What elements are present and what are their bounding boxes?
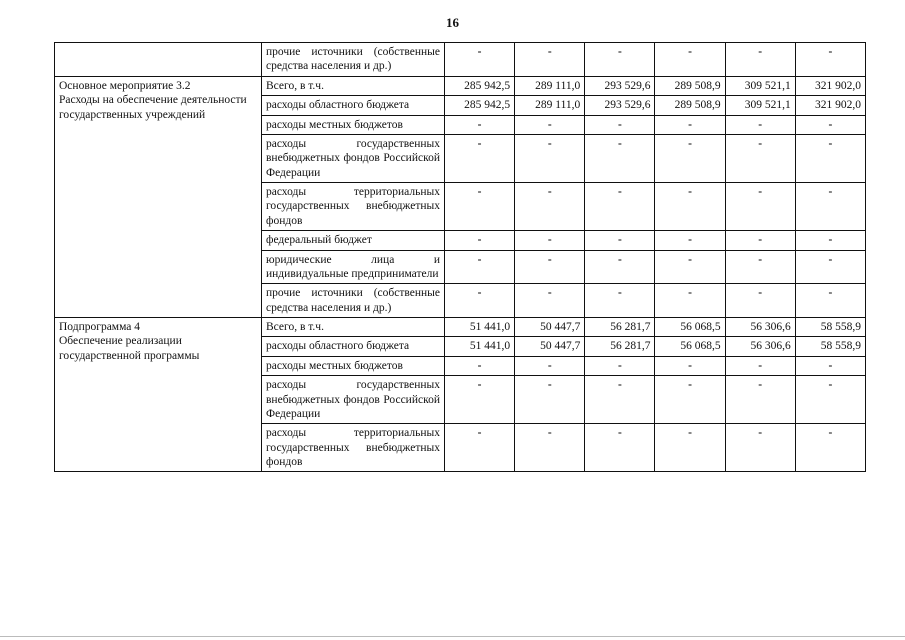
- event-title-cell: [55, 76, 262, 317]
- value-cell: 309 521,1: [725, 76, 795, 95]
- value-cell: -: [655, 424, 725, 472]
- value-cell: -: [445, 356, 515, 375]
- value-cell: 289 111,0: [515, 96, 585, 115]
- value-cell: -: [795, 424, 865, 472]
- table-row: [55, 43, 866, 77]
- value-cell: 289 508,9: [655, 76, 725, 95]
- value-cell: -: [585, 43, 655, 77]
- table-row: [55, 318, 866, 337]
- value-cell: -: [585, 424, 655, 472]
- budget-table-body: [55, 43, 866, 472]
- value-cell: 56 306,6: [725, 337, 795, 356]
- budget-table: [54, 42, 866, 472]
- value-cell: 309 521,1: [725, 96, 795, 115]
- value-cell: -: [795, 115, 865, 134]
- value-cell: -: [795, 183, 865, 231]
- value-cell: 321 902,0: [795, 76, 865, 95]
- table-row: [55, 76, 866, 95]
- value-cell: -: [725, 134, 795, 182]
- value-cell: -: [515, 376, 585, 424]
- value-cell: -: [445, 43, 515, 77]
- value-cell: -: [585, 183, 655, 231]
- funding-source-cell: расходы областного бюджета: [262, 96, 445, 115]
- value-cell: -: [655, 43, 725, 77]
- value-cell: -: [655, 115, 725, 134]
- funding-source-cell: расходы территориальных государственных внебюджетных фондов: [262, 183, 445, 231]
- value-cell: 51 441,0: [445, 337, 515, 356]
- value-cell: -: [585, 115, 655, 134]
- funding-source-cell: прочие источники (собственные средства населения и др.): [262, 284, 445, 318]
- value-cell: 50 447,7: [515, 337, 585, 356]
- event-title: Основное мероприятие 3.2 Расходы на обеспечение деятельности государственных учреждений: [59, 79, 247, 121]
- funding-source-cell: федеральный бюджет: [262, 231, 445, 250]
- value-cell: 56 281,7: [585, 318, 655, 337]
- value-cell: -: [655, 250, 725, 284]
- value-cell: -: [655, 134, 725, 182]
- value-cell: -: [795, 43, 865, 77]
- value-cell: 321 902,0: [795, 96, 865, 115]
- funding-source-cell: Всего, в т.ч.: [262, 318, 445, 337]
- value-cell: -: [445, 250, 515, 284]
- value-cell: -: [795, 250, 865, 284]
- event-title: Подпрограмма 4 Обеспечение реализации государственной программы: [59, 321, 200, 362]
- value-cell: -: [515, 356, 585, 375]
- value-cell: 51 441,0: [445, 318, 515, 337]
- funding-source-cell: Всего, в т.ч.: [262, 76, 445, 95]
- value-cell: -: [725, 231, 795, 250]
- value-cell: -: [515, 134, 585, 182]
- event-title-cell: [55, 43, 262, 77]
- value-cell: -: [795, 134, 865, 182]
- value-cell: -: [585, 134, 655, 182]
- value-cell: -: [585, 284, 655, 318]
- value-cell: -: [515, 183, 585, 231]
- value-cell: -: [585, 250, 655, 284]
- value-cell: -: [655, 376, 725, 424]
- value-cell: -: [795, 356, 865, 375]
- value-cell: -: [515, 424, 585, 472]
- value-cell: -: [795, 284, 865, 318]
- value-cell: -: [655, 231, 725, 250]
- value-cell: -: [795, 231, 865, 250]
- funding-source-cell: прочие источники (собственные средства населения и др.): [262, 43, 445, 77]
- value-cell: -: [725, 250, 795, 284]
- value-cell: -: [725, 424, 795, 472]
- value-cell: -: [655, 284, 725, 318]
- page-number: 16: [446, 15, 459, 30]
- value-cell: -: [445, 134, 515, 182]
- value-cell: 58 558,9: [795, 337, 865, 356]
- value-cell: -: [655, 356, 725, 375]
- value-cell: 289 111,0: [515, 76, 585, 95]
- value-cell: 58 558,9: [795, 318, 865, 337]
- funding-source-cell: расходы местных бюджетов: [262, 356, 445, 375]
- value-cell: 285 942,5: [445, 96, 515, 115]
- value-cell: -: [655, 183, 725, 231]
- value-cell: -: [725, 43, 795, 77]
- event-title-cell: [55, 318, 262, 472]
- value-cell: -: [515, 284, 585, 318]
- value-cell: -: [725, 284, 795, 318]
- value-cell: 50 447,7: [515, 318, 585, 337]
- value-cell: 293 529,6: [585, 76, 655, 95]
- value-cell: -: [795, 376, 865, 424]
- value-cell: -: [725, 183, 795, 231]
- value-cell: -: [515, 43, 585, 77]
- value-cell: -: [725, 376, 795, 424]
- value-cell: 56 068,5: [655, 318, 725, 337]
- value-cell: -: [585, 231, 655, 250]
- funding-source-cell: юридические лица и индивидуальные предприниматели: [262, 250, 445, 284]
- page-bottom-edge: [0, 636, 905, 637]
- value-cell: -: [445, 376, 515, 424]
- value-cell: -: [445, 424, 515, 472]
- value-cell: -: [515, 250, 585, 284]
- value-cell: -: [445, 231, 515, 250]
- value-cell: -: [445, 115, 515, 134]
- value-cell: -: [725, 356, 795, 375]
- value-cell: -: [515, 115, 585, 134]
- funding-source-cell: расходы территориальных государственных внебюджетных фондов: [262, 424, 445, 472]
- value-cell: 285 942,5: [445, 76, 515, 95]
- value-cell: 56 281,7: [585, 337, 655, 356]
- funding-source-cell: расходы местных бюджетов: [262, 115, 445, 134]
- value-cell: 56 306,6: [725, 318, 795, 337]
- value-cell: -: [515, 231, 585, 250]
- value-cell: 56 068,5: [655, 337, 725, 356]
- funding-source-cell: расходы государственных внебюджетных фондов Российской Федерации: [262, 134, 445, 182]
- value-cell: 293 529,6: [585, 96, 655, 115]
- value-cell: -: [445, 284, 515, 318]
- value-cell: 289 508,9: [655, 96, 725, 115]
- value-cell: -: [445, 183, 515, 231]
- funding-source-cell: расходы областного бюджета: [262, 337, 445, 356]
- value-cell: -: [725, 115, 795, 134]
- value-cell: -: [585, 356, 655, 375]
- funding-source-cell: расходы государственных внебюджетных фондов Российской Федерации: [262, 376, 445, 424]
- value-cell: -: [585, 376, 655, 424]
